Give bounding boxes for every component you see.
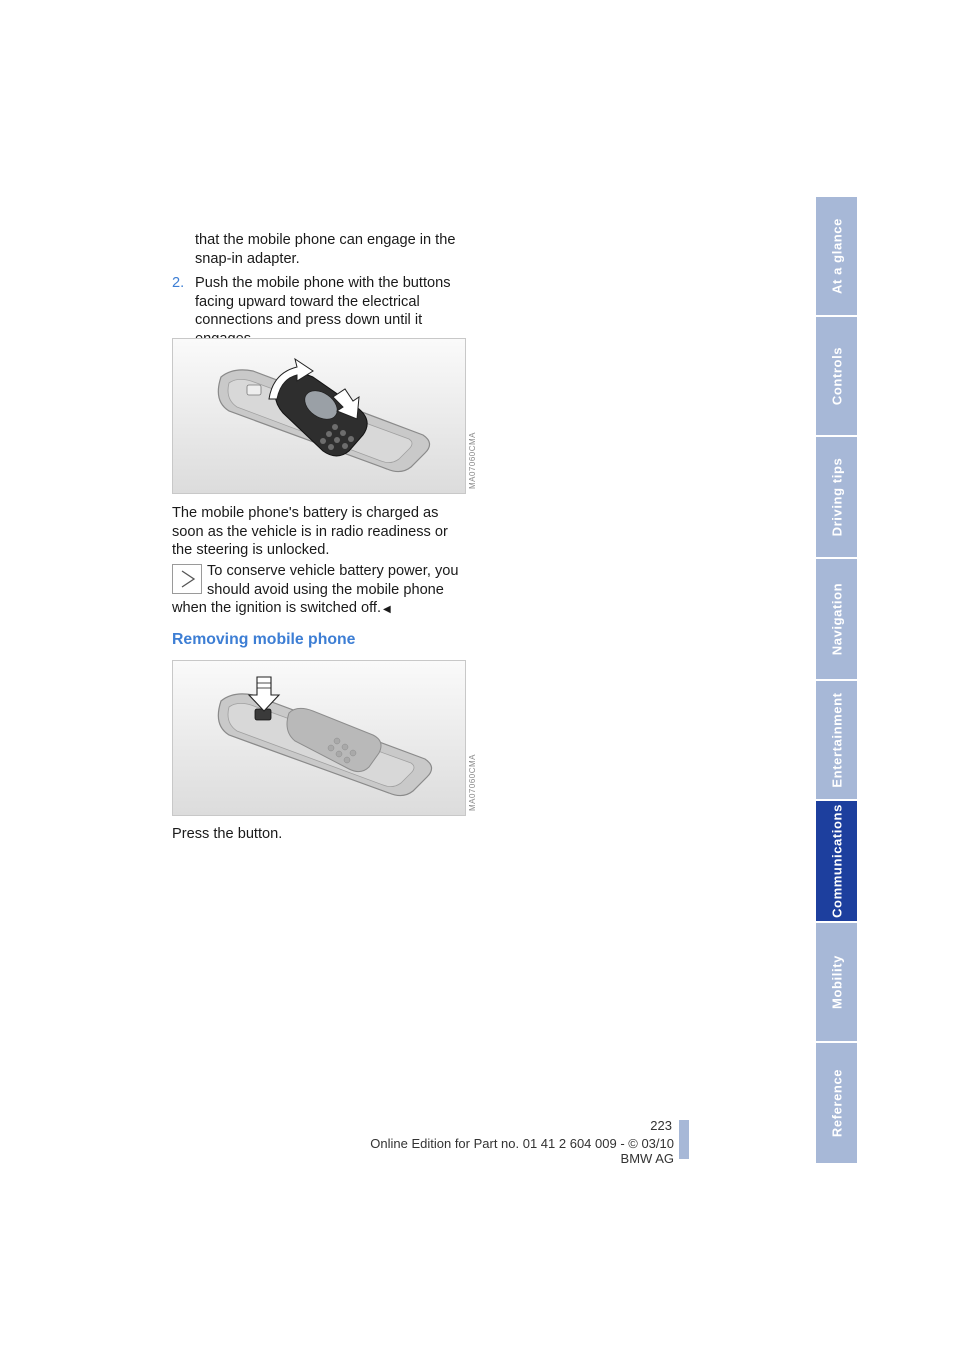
tab-communications[interactable]	[816, 801, 857, 923]
page-number-marker	[679, 1120, 689, 1159]
body-column	[172, 231, 472, 348]
tab-entertainment[interactable]	[816, 681, 857, 801]
tab-entertainment-label: Entertainment	[829, 692, 844, 788]
chapter-sidebar	[816, 197, 857, 1163]
tab-driving-tips-label: Driving tips	[829, 457, 844, 537]
figure-phone-insert	[172, 338, 466, 494]
tab-navigation[interactable]	[816, 559, 857, 681]
step-2-number: 2.	[172, 275, 185, 291]
figure-2-code: MA07060CMA	[468, 754, 477, 812]
press-button-block	[172, 825, 472, 844]
figure-1-code: MA07060CMA	[468, 432, 477, 490]
tab-navigation-label: Navigation	[829, 582, 844, 656]
tab-controls[interactable]	[816, 317, 857, 437]
note-line-1: To conserve vehicle battery power, you	[207, 563, 459, 579]
battery-paragraph-block	[172, 504, 472, 560]
intro-continued-text: that the mobile phone can engage in the snap-in adapter.	[195, 232, 456, 267]
battery-paragraph: The mobile phone's battery is charged as soon as the vehicle is in radio readiness or the steering is unlocked.	[172, 505, 448, 558]
note-end-mark: ◀	[383, 604, 391, 615]
step-2-text: Push the mobile phone with the buttons facing upward toward the electrical connections and press down until it	[195, 275, 451, 328]
tab-reference[interactable]	[816, 1043, 857, 1163]
press-button-text: Press the button.	[172, 826, 283, 842]
tab-mobility[interactable]	[816, 923, 857, 1043]
tab-at-a-glance-label: At a glance	[829, 218, 844, 294]
page-number: 223	[650, 1118, 672, 1133]
note-line-2: should avoid using the mobile phone	[207, 581, 444, 598]
note-line-3	[172, 599, 472, 620]
tab-controls-label: Controls	[829, 346, 844, 406]
tab-communications-label: Communications	[829, 804, 844, 918]
figure-phone-remove	[172, 660, 466, 816]
tab-at-a-glance[interactable]	[816, 197, 857, 317]
phone-remove-illustration	[173, 661, 465, 815]
phone-insert-illustration	[173, 339, 465, 493]
note-block	[172, 562, 472, 620]
note-line-3-text: when the ignition is switched off.	[172, 600, 382, 616]
tab-reference-label: Reference	[829, 1068, 844, 1138]
edition-footer: Online Edition for Part no. 01 41 2 604 009 - © 03/10 BMW AG	[370, 1136, 674, 1166]
tab-driving-tips[interactable]	[816, 437, 857, 559]
section-heading-removing: Removing mobile phone	[172, 631, 356, 648]
tab-mobility-label: Mobility	[829, 955, 844, 1009]
step-2	[172, 274, 472, 348]
